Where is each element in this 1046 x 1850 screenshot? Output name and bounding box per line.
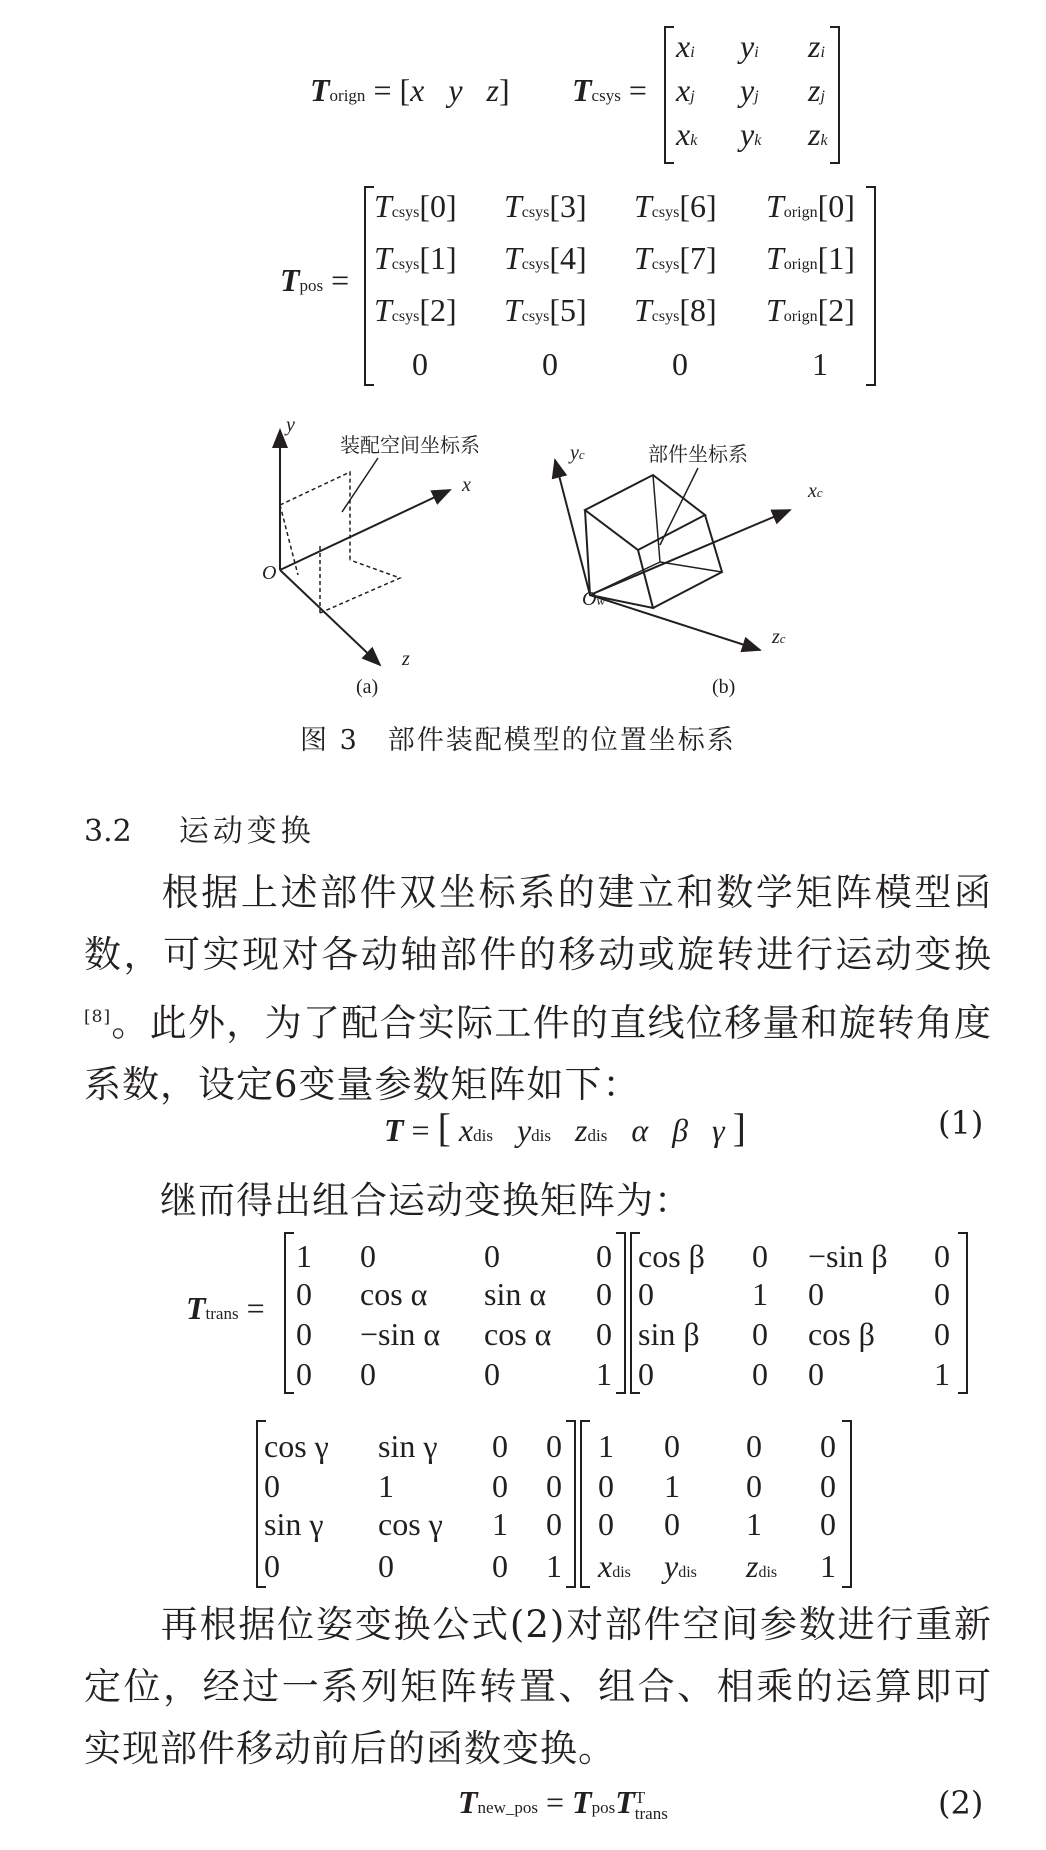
left-leader-line xyxy=(342,458,378,512)
pos-cell: Tcsys[1] xyxy=(374,240,457,276)
m3-cell: 0 xyxy=(492,1428,508,1464)
figure-caption: 图 3 部件装配模型的位置坐标系 xyxy=(300,725,736,756)
fig-a-y-label: y xyxy=(286,414,295,436)
m4-bracket-left xyxy=(580,1420,590,1588)
m1-cell: cos α xyxy=(360,1276,428,1312)
eq-pos-lhs: Tpos = xyxy=(280,262,350,298)
pos-cell: Tcsys[5] xyxy=(504,292,587,328)
m4-cell: 0 xyxy=(746,1428,762,1464)
csys-cell: xj xyxy=(676,72,695,108)
pos-cell: Tcsys[6] xyxy=(634,188,717,224)
csys-bracket-right xyxy=(830,26,840,164)
right-leader-line xyxy=(660,468,698,545)
m1-cell: 1 xyxy=(596,1356,612,1392)
fig-b-xc-label: xc xyxy=(808,480,823,502)
pos-cell: 0 xyxy=(672,346,688,382)
m4-cell: 0 xyxy=(820,1468,836,1504)
csys-cell: yj xyxy=(740,72,759,108)
m2-bracket-right xyxy=(958,1232,968,1394)
m3-cell: 0 xyxy=(264,1548,280,1584)
pos-bracket-left xyxy=(364,186,374,386)
m2-cell: 0 xyxy=(752,1238,768,1274)
m4-cell: 0 xyxy=(820,1506,836,1542)
eq-orign: Torign = [x y z] xyxy=(310,72,510,108)
m4-cell: 1 xyxy=(664,1468,680,1504)
equation-1: T = [ xdis ydis zdis α β γ ] xyxy=(384,1105,746,1150)
m4-cell: 0 xyxy=(746,1468,762,1504)
citation: [8] xyxy=(84,1007,112,1027)
m3-cell: 1 xyxy=(546,1548,562,1584)
m1-cell: −sin α xyxy=(360,1316,441,1352)
m2-cell: 0 xyxy=(808,1276,824,1312)
zc-axis xyxy=(590,595,760,650)
equation-1-number: (1) xyxy=(938,1104,984,1142)
m2-cell: 0 xyxy=(752,1316,768,1352)
m2-cell: 0 xyxy=(638,1276,654,1312)
m1-cell: 1 xyxy=(296,1238,312,1274)
m4-cell: zdis xyxy=(746,1548,778,1584)
equation-2-number: (2) xyxy=(938,1784,984,1822)
section-title: 运动变换 xyxy=(178,814,315,849)
m3-cell: cos γ xyxy=(378,1506,443,1542)
fig-a-origin-label: O xyxy=(262,562,277,584)
pos-cell: 1 xyxy=(812,346,828,382)
plane-xz xyxy=(320,546,400,613)
pos-cell: Torign[0] xyxy=(766,188,855,224)
m1-cell: 0 xyxy=(360,1238,376,1274)
z-axis xyxy=(280,570,380,665)
m4-cell: 1 xyxy=(598,1428,614,1464)
cube-top xyxy=(585,475,705,550)
fig-left-title: 装配空间坐标系 xyxy=(340,433,480,457)
csys-cell: yk xyxy=(740,116,762,152)
section-number: 3.2 xyxy=(84,814,132,849)
m2-cell: 0 xyxy=(808,1356,824,1392)
m3-cell: 0 xyxy=(378,1548,394,1584)
m1-cell: 0 xyxy=(484,1238,500,1274)
fig-sub-a: (a) xyxy=(356,676,379,698)
m1-cell: 0 xyxy=(484,1356,500,1392)
m1-bracket-left xyxy=(284,1232,294,1394)
m4-cell: xdis xyxy=(598,1548,631,1584)
x-axis xyxy=(280,490,450,570)
fig-sub-b: (b) xyxy=(712,676,736,698)
csys-cell: zk xyxy=(808,116,828,152)
pos-cell: Tcsys[3] xyxy=(504,188,587,224)
m1-cell: 0 xyxy=(296,1276,312,1312)
m3-cell: 0 xyxy=(546,1506,562,1542)
m3-cell: 1 xyxy=(378,1468,394,1504)
fig-b-origin-label: Ow xyxy=(582,588,606,610)
m1-cell: 0 xyxy=(596,1316,612,1352)
m2-cell: 0 xyxy=(638,1356,654,1392)
pos-cell: Tcsys[4] xyxy=(504,240,587,276)
m3-cell: cos γ xyxy=(264,1428,329,1464)
m1-cell: 0 xyxy=(296,1356,312,1392)
fig-right-title: 部件坐标系 xyxy=(648,442,748,466)
m4-cell: 0 xyxy=(598,1506,614,1542)
pos-cell: Torign[2] xyxy=(766,292,855,328)
m2-cell: 0 xyxy=(934,1316,950,1352)
cube-back-edges xyxy=(590,475,722,595)
eq-trans-lhs: Ttrans = xyxy=(186,1290,265,1326)
figure-a xyxy=(280,430,450,665)
m1-cell: 0 xyxy=(596,1276,612,1312)
m4-cell: 1 xyxy=(820,1548,836,1584)
paragraph-1: 根据上述部件双坐标系的建立和数学矩阵模型函数，可实现对各动轴部件的移动或旋转进行运动变换[8]。此外，为了配合实际工件的直线位移量和旋转角度系数，设定6变量参数矩阵如下： xyxy=(84,871,992,1107)
cube-front-right xyxy=(653,515,722,608)
m1-cell: sin α xyxy=(484,1276,547,1312)
yc-axis xyxy=(555,460,590,595)
m2-cell: cos β xyxy=(808,1316,875,1352)
pos-bracket-right xyxy=(866,186,876,386)
eq-csys-lhs: Tcsys = xyxy=(572,72,647,108)
m3-cell: 0 xyxy=(264,1468,280,1504)
m3-cell: 1 xyxy=(492,1506,508,1542)
m1-cell: 0 xyxy=(596,1238,612,1274)
pos-cell: Tcsys[2] xyxy=(374,292,457,328)
m2-cell: 0 xyxy=(934,1276,950,1312)
m1-cell: 0 xyxy=(296,1316,312,1352)
section-heading xyxy=(84,806,315,850)
paragraph-3: 再根据位姿变换公式(2)对部件空间参数进行重新定位，经过一系列矩阵转置、组合、相乘的运算即可实现部件移动前后的函数变换。 xyxy=(84,1603,992,1770)
pos-cell: 0 xyxy=(542,346,558,382)
m2-cell: cos β xyxy=(638,1238,705,1274)
m1-bracket-right xyxy=(616,1232,626,1394)
m4-bracket-right xyxy=(842,1420,852,1588)
m3-bracket-right xyxy=(566,1420,576,1588)
fig-b-yc-label: yc xyxy=(570,442,585,464)
figure-b xyxy=(555,460,790,650)
m3-cell: 0 xyxy=(546,1428,562,1464)
paragraph-2: 继而得出组合运动变换矩阵为： xyxy=(160,1179,692,1222)
fig-b-zc-label: zc xyxy=(772,626,786,648)
m4-cell: 0 xyxy=(664,1428,680,1464)
m2-cell: 1 xyxy=(752,1276,768,1312)
m4-cell: 0 xyxy=(820,1428,836,1464)
plane-xy xyxy=(280,472,350,575)
m2-cell: sin β xyxy=(638,1316,700,1352)
m2-cell: 0 xyxy=(752,1356,768,1392)
m3-cell: 0 xyxy=(546,1468,562,1504)
m4-cell: 0 xyxy=(664,1506,680,1542)
equation-2: Tnew_pos = TposT T trans xyxy=(458,1784,668,1823)
m4-cell: ydis xyxy=(664,1548,697,1584)
pos-cell: Tcsys[7] xyxy=(634,240,717,276)
csys-cell: zi xyxy=(808,28,825,64)
pos-cell: 0 xyxy=(412,346,428,382)
m4-cell: 1 xyxy=(746,1506,762,1542)
m3-cell: sin γ xyxy=(264,1506,324,1542)
m3-cell: sin γ xyxy=(378,1428,438,1464)
fig-a-x-label: x xyxy=(462,474,471,496)
m1-cell: cos α xyxy=(484,1316,552,1352)
pos-cell: Tcsys[8] xyxy=(634,292,717,328)
m2-cell: 0 xyxy=(934,1238,950,1274)
csys-cell: xk xyxy=(676,116,698,152)
m4-cell: 0 xyxy=(598,1468,614,1504)
fig-a-z-label: z xyxy=(402,648,410,670)
m3-cell: 0 xyxy=(492,1548,508,1584)
csys-bracket-left xyxy=(664,26,674,164)
csys-cell: yi xyxy=(740,28,759,64)
m1-cell: 0 xyxy=(360,1356,376,1392)
csys-cell: xi xyxy=(676,28,695,64)
pos-cell: Torign[1] xyxy=(766,240,855,276)
m2-cell: 1 xyxy=(934,1356,950,1392)
m2-cell: −sin β xyxy=(808,1238,888,1274)
pos-cell: Tcsys[0] xyxy=(374,188,457,224)
m3-cell: 0 xyxy=(492,1468,508,1504)
csys-cell: zj xyxy=(808,72,825,108)
